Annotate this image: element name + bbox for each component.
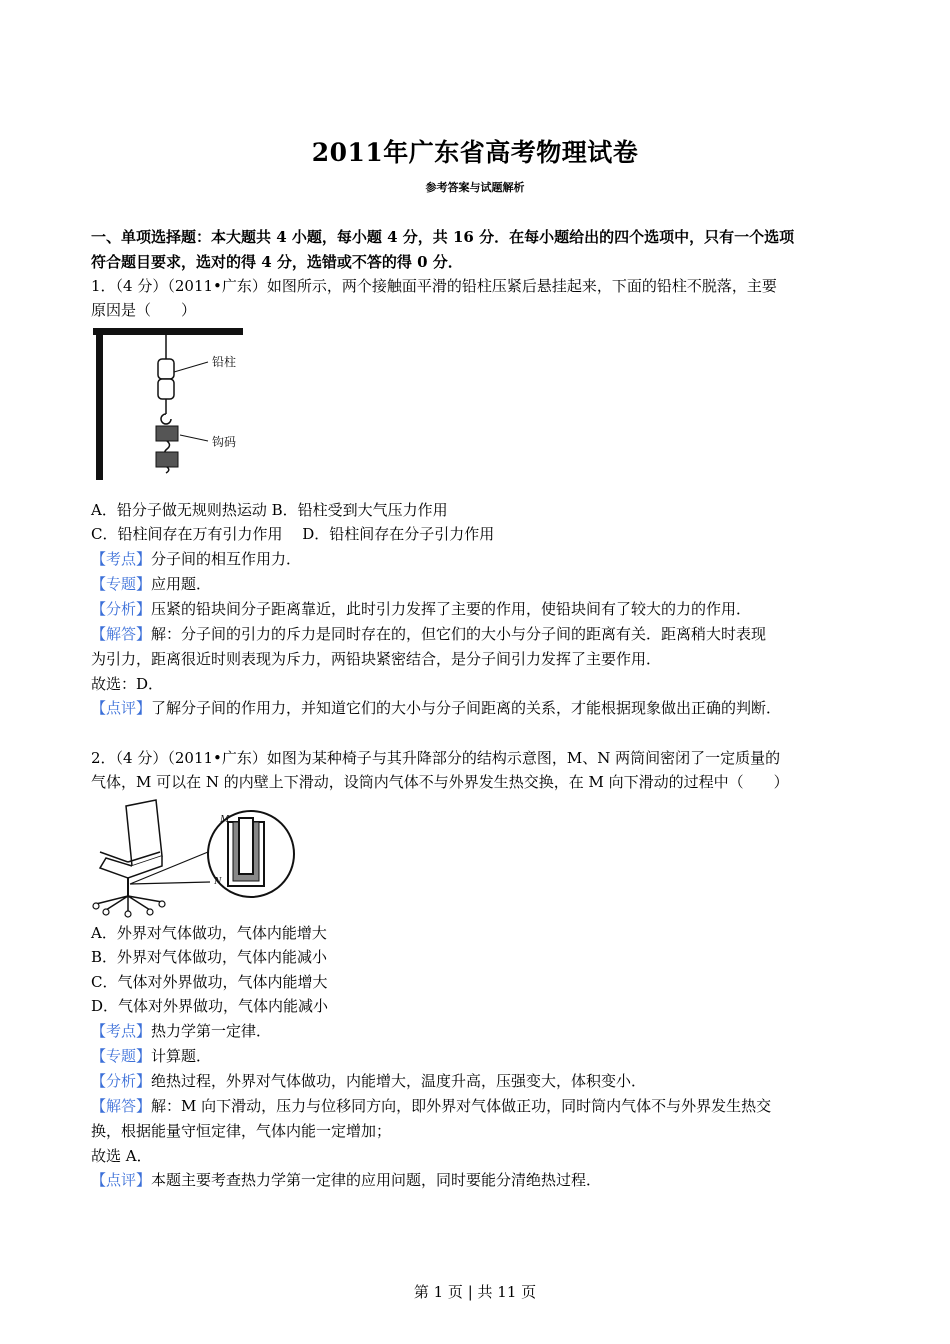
q2-option-c: C．气体对外界做功，气体内能增大	[91, 973, 328, 991]
q1-jieda-line2: 为引力，距离很近时则表现为斥力，两铅块紧密结合，是分子间引力发挥了主要作用．	[91, 650, 662, 668]
zhuanti-text: 计算题．	[151, 1047, 212, 1065]
q2-zhuanti	[91, 1046, 861, 1066]
dianping-text: 本题主要考查热力学第一定律的应用问题，同时要能分清绝热过程．	[151, 1171, 602, 1189]
kaodian-tag: 【考点】	[91, 550, 152, 568]
section-heading-line2: 符合题目要求，选对的得 4 分，选错或不答的得 0 分．	[91, 253, 463, 271]
q2-stem-line1: 2．（4 分）（2011•广东）如图为某种椅子与其升降部分的结构示意图，M、N 两筒间密闭了一定质量的	[91, 749, 781, 767]
jieda-text: 解：分子间的引力的斥力是同时存在的，但它们的大小与分子间的距离有关．距离稍大时表现	[151, 625, 767, 643]
kaodian-tag: 【考点】	[91, 1022, 152, 1040]
label-m: M	[220, 813, 230, 825]
q2-figure-chair	[88, 796, 298, 918]
q1-options-line1: A．铅分子做无规则热运动 B．铅柱受到大气压力作用	[91, 501, 448, 519]
q2-option-a: A．外界对气体做功，气体内能增大	[91, 924, 327, 942]
q2-option-d: D．气体对外界做功，气体内能减小	[91, 997, 329, 1015]
hook-weight-upper	[156, 426, 178, 441]
q1-stem-line1: 1．（4 分）（2011•广东）如图所示，两个接触面平滑的铅柱压紧后悬挂起来，下面的铅柱不脱落，主要	[91, 277, 777, 295]
support-post	[96, 330, 103, 480]
page-subtitle: 参考答案与试题解析	[425, 181, 525, 194]
q2-jieda	[91, 1096, 861, 1116]
q1-options-line2: C．铅柱间存在万有引力作用 D．铅柱间存在分子引力作用	[91, 525, 495, 543]
page-title: 2011年广东省高考物理试卷	[311, 138, 639, 167]
q2-fenxi	[91, 1071, 861, 1091]
dianping-text: 了解分子间的作用力，并知道它们的大小与分子间距离的关系，才能根据现象做出正确的判断．	[151, 699, 782, 717]
fenxi-text: 绝热过程，外界对气体做功，内能增大，温度升高，压强变大，体积变小．	[151, 1072, 647, 1090]
jieda-text: 解：M 向下滑动，压力与位移同方向，即外界对气体做正功，同时筒内气体不与外界发生热交	[151, 1097, 772, 1115]
kaodian-text: 热力学第一定律．	[151, 1022, 272, 1040]
zhuanti-tag: 【专题】	[91, 1047, 152, 1065]
q1-jieda	[91, 624, 861, 644]
chair-back	[126, 800, 162, 866]
q1-zhuanti	[91, 574, 861, 594]
label-lead-cylinder: 铅柱	[212, 355, 237, 369]
q1-stem-line2: 原因是（ ）	[91, 301, 197, 319]
q2-option-b: B．外界对气体做功，气体内能减小	[91, 948, 328, 966]
hook-weight-lower	[156, 452, 178, 467]
zhuanti-text: 应用题．	[151, 575, 212, 593]
label-n: N	[214, 875, 222, 887]
fenxi-tag: 【分析】	[91, 600, 152, 618]
section-heading-line1: 一、单项选择题：本大题共 4 小题，每小题 4 分，共 16 分．在每小题给出的四个选项中，只有一个选项	[91, 228, 795, 246]
dianping-tag: 【点评】	[91, 1171, 152, 1189]
jieda-tag: 【解答】	[91, 1097, 152, 1115]
lead-cylinder-lower	[158, 379, 174, 399]
kaodian-text: 分子间的相互作用力．	[151, 550, 302, 568]
q1-dianping	[91, 698, 861, 718]
support-beam	[93, 328, 243, 335]
zhuanti-tag: 【专题】	[91, 575, 152, 593]
q2-stem-line2: 气体，M 可以在 N 的内壁上下滑动，设筒内气体不与外界发生热交换，在 M 向下滑动的过程中（ ）	[91, 773, 789, 791]
q2-kaodian	[91, 1021, 861, 1041]
q1-answer: 故选：D．	[91, 675, 164, 693]
q2-dianping	[91, 1170, 861, 1190]
cylinder-m	[239, 818, 253, 874]
fenxi-text: 压紧的铅块间分子距离靠近，此时引力发挥了主要的作用，使铅块间有了较大的力的作用．	[151, 600, 752, 618]
q1-figure-lead-cylinders	[88, 322, 263, 482]
lead-cylinder-upper	[158, 359, 174, 379]
q1-kaodian	[91, 549, 861, 569]
fenxi-tag: 【分析】	[91, 1072, 152, 1090]
q2-jieda-line2: 换，根据能量守恒定律，气体内能一定增加；	[91, 1122, 392, 1140]
label-hook-weight: 钩码	[212, 435, 237, 449]
q1-fenxi	[91, 599, 861, 619]
dianping-tag: 【点评】	[91, 699, 152, 717]
jieda-tag: 【解答】	[91, 625, 152, 643]
page-footer: 第 1 页 | 共 11 页	[413, 1283, 537, 1301]
q2-answer: 故选 A．	[91, 1147, 152, 1165]
